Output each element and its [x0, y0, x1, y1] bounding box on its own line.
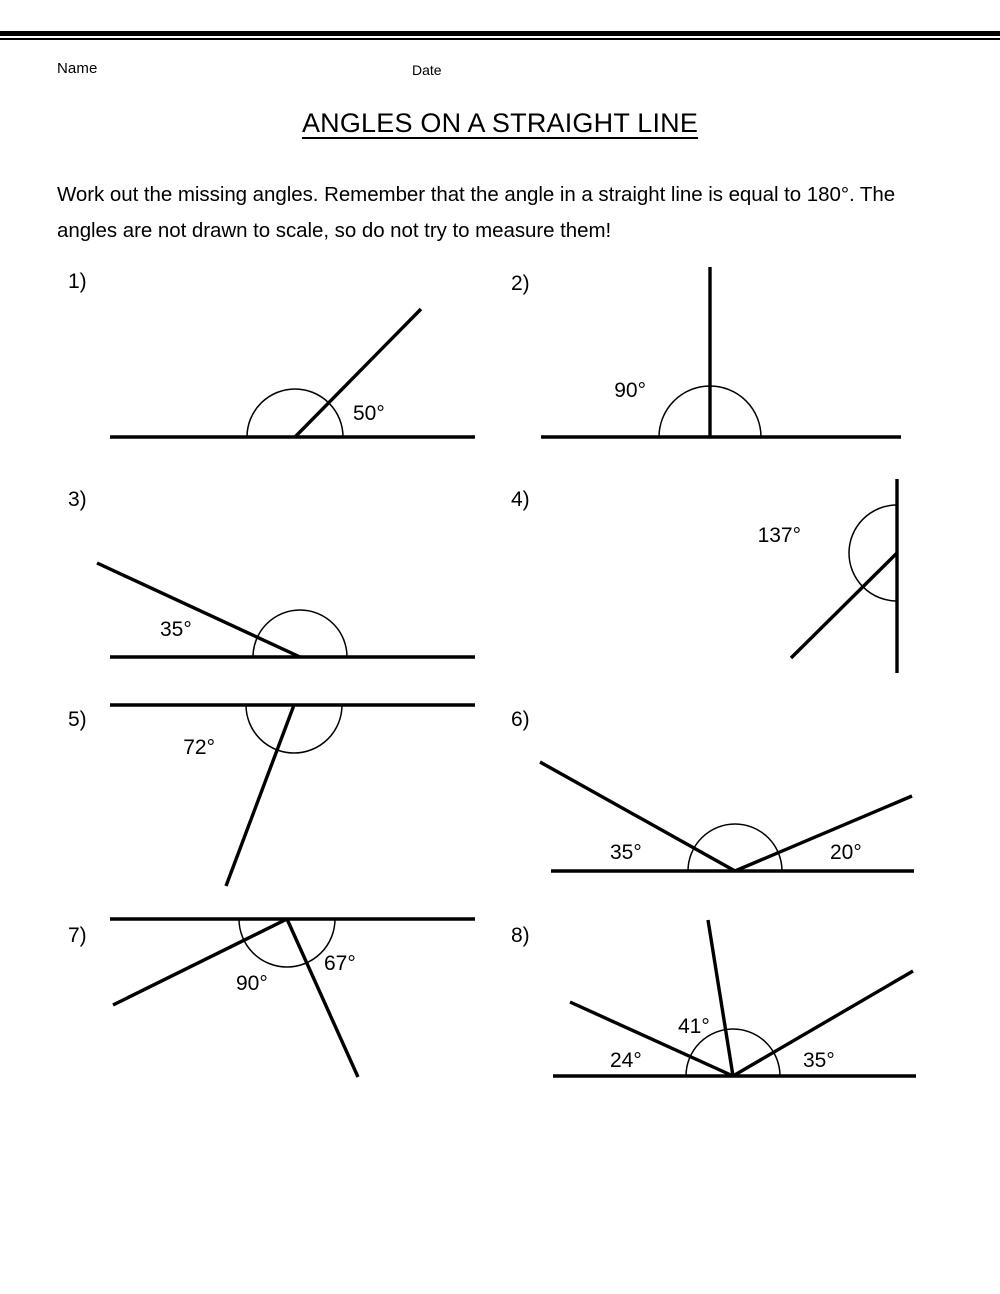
problem-2-angle-label-0: 90° — [614, 379, 646, 402]
problem-6 — [500, 690, 1000, 905]
problem-3-ray — [97, 563, 300, 657]
problem-6-angle-label-0: 35° — [610, 841, 642, 864]
problem-7-angle-label-0: 90° — [236, 972, 268, 995]
problem-5 — [0, 690, 500, 905]
problem-4-angle-label-0: 137° — [757, 524, 801, 547]
problem-1-number: 1) — [68, 270, 87, 293]
problem-5-angle-label-0: 72° — [183, 736, 215, 759]
problem-7-ray-right — [287, 919, 358, 1077]
problem-8-number: 8) — [511, 924, 530, 947]
problem-5-ray — [226, 705, 294, 886]
problem-5-angle-arc — [246, 705, 342, 753]
top-rule-thin-line — [0, 38, 1000, 40]
problem-4-figure — [500, 475, 1000, 690]
problem-6-ray-right — [735, 796, 912, 871]
problem-1-angle-label-0: 50° — [353, 402, 385, 425]
problem-2 — [500, 258, 1000, 473]
problem-3-angle-arc — [253, 610, 347, 657]
instructions-text: Work out the missing angles. Remember that the angle in a straight line is equal to 180°. The angles are not drawn to scale, so do not try to measure them! — [57, 183, 896, 242]
problem-8 — [500, 905, 1000, 1135]
date-field-label: Date — [412, 62, 442, 78]
problem-6-angle-label-1: 20° — [830, 841, 862, 864]
problem-4 — [500, 475, 1000, 690]
problem-7-angle-arc — [239, 919, 335, 967]
problem-8-ray-left — [570, 1002, 733, 1076]
problem-8-figure — [500, 905, 1000, 1135]
problem-6-number: 6) — [511, 708, 530, 731]
problem-8-angle-label-2: 35° — [803, 1049, 835, 1072]
problem-8-ray-middle — [708, 920, 733, 1076]
problem-6-figure — [500, 690, 1000, 905]
page-title: ANGLES ON A STRAIGHT LINE — [301, 108, 699, 138]
problem-2-figure — [500, 258, 1000, 473]
problem-2-number: 2) — [511, 272, 530, 295]
problem-1 — [0, 258, 500, 473]
problem-3-number: 3) — [68, 488, 87, 511]
problem-4-angle-arc — [849, 505, 897, 601]
problem-7-angle-label-1: 67° — [324, 952, 356, 975]
problems-grid — [0, 258, 1000, 1158]
top-rule-thick-line — [0, 31, 1000, 36]
problem-3 — [0, 475, 500, 690]
problem-1-angle-arc — [247, 389, 343, 437]
problem-7-number: 7) — [68, 924, 87, 947]
top-double-rule — [0, 31, 1000, 41]
name-field-label: Name — [57, 60, 98, 77]
problem-8-angle-label-0: 24° — [610, 1049, 642, 1072]
problem-6-angle-arc — [688, 824, 782, 871]
problem-5-number: 5) — [68, 708, 87, 731]
problem-4-number: 4) — [511, 488, 530, 511]
problem-3-angle-label-0: 35° — [160, 618, 192, 641]
problem-7 — [0, 905, 500, 1135]
problem-8-angle-label-1: 41° — [678, 1015, 710, 1038]
problem-4-ray — [791, 553, 897, 658]
